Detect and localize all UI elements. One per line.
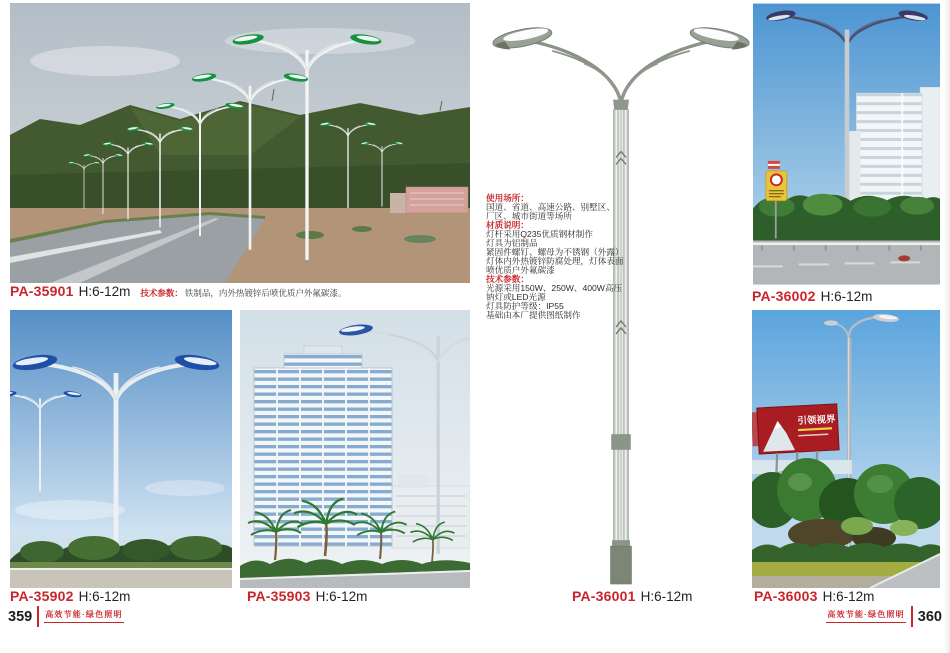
footer-left bbox=[8, 606, 124, 627]
page-number-left: 359 bbox=[8, 608, 33, 625]
spec-line: 紧固件螺钉、螺母为不锈钢（外露） bbox=[486, 247, 624, 257]
lamp-head-right bbox=[689, 24, 751, 53]
photo-pa-35901 bbox=[10, 3, 470, 283]
lamp-head-left bbox=[491, 24, 553, 53]
spec-line: 国道、省道、高速公路、别墅区、 bbox=[486, 202, 615, 212]
road bbox=[10, 568, 232, 588]
photo-pa-36002 bbox=[753, 3, 940, 285]
footer-slogan-left: 高效节能·绿色照明 bbox=[44, 610, 123, 623]
lamp-arms bbox=[524, 40, 717, 107]
spec-material-heading: 材质说明： bbox=[486, 220, 529, 230]
spec-line: 灯杆采用Q235优质钢材制作 bbox=[486, 229, 593, 239]
tech-note: 铁制品，内外热镀锌后喷优质户外氟碳漆。 bbox=[184, 288, 347, 298]
spec-line: 灯具防护等级：IP55 bbox=[486, 301, 564, 311]
product-code: PA-36001 bbox=[572, 588, 636, 604]
product-height: H:6-12m bbox=[822, 589, 875, 604]
product-code: PA-35902 bbox=[10, 588, 74, 604]
spec-line: 喷优质户外氟碳漆 bbox=[486, 265, 555, 275]
road bbox=[753, 240, 940, 284]
building-lamp-illustration bbox=[240, 310, 470, 588]
product-caption-pa-35903 bbox=[247, 588, 367, 604]
street-scene-mountain-illustration bbox=[10, 3, 470, 283]
product-code: PA-36003 bbox=[754, 588, 818, 604]
product-caption-pa-35901 bbox=[10, 283, 346, 299]
product-code: PA-35903 bbox=[247, 588, 311, 604]
billboard-text: 引领视界 bbox=[797, 413, 836, 427]
blue-sky-lamp-illustration bbox=[10, 310, 232, 588]
buildings bbox=[848, 87, 940, 210]
footer-right bbox=[826, 606, 942, 627]
footer-divider-line bbox=[911, 606, 913, 627]
footer-divider-line bbox=[37, 606, 39, 627]
spec-line: 光源采用150W、250W、400W高压 bbox=[486, 283, 623, 293]
product-height: H:6-12m bbox=[820, 289, 873, 304]
page-edge-shadow bbox=[944, 0, 950, 653]
product-code: PA-35901 bbox=[10, 283, 74, 299]
product-caption-pa-36003 bbox=[754, 588, 874, 604]
product-caption-pa-36002 bbox=[752, 288, 872, 304]
spec-line: 灯具为铝制品 bbox=[486, 238, 538, 248]
city-street-lamp-illustration bbox=[753, 3, 940, 285]
spec-usage-heading: 使用场所： bbox=[486, 193, 529, 203]
product-height: H:6-12m bbox=[640, 589, 693, 604]
spec-tech-heading: 技术参数： bbox=[486, 274, 529, 284]
spec-line: 基础由本厂提供图纸制作 bbox=[486, 310, 581, 320]
photo-pa-36003 bbox=[752, 310, 940, 588]
spec-block bbox=[486, 194, 646, 320]
product-caption-pa-35902 bbox=[10, 588, 130, 604]
footer-slogan-right: 高效节能·绿色照明 bbox=[826, 610, 905, 623]
billboard-greenery-lamp-illustration bbox=[752, 310, 940, 588]
spec-line: 厂区、城市街道等场所 bbox=[486, 211, 572, 221]
pole-base bbox=[611, 546, 632, 584]
page-number-right: 360 bbox=[917, 608, 942, 625]
pole-band bbox=[612, 435, 631, 450]
tech-note-label: 技术参数： bbox=[140, 288, 183, 298]
spec-line: 钠灯或LED光源 bbox=[486, 292, 546, 302]
photo-pa-35902 bbox=[10, 310, 232, 588]
product-height: H:6-12m bbox=[78, 589, 131, 604]
photo-pa-35903 bbox=[240, 310, 470, 588]
spec-line: 灯体内外热镀锌防腐处理，灯体表面 bbox=[486, 256, 624, 266]
product-height: H:6-12m bbox=[78, 284, 131, 299]
product-caption-pa-36001 bbox=[572, 588, 692, 604]
product-code: PA-36002 bbox=[752, 288, 816, 304]
product-height: H:6-12m bbox=[315, 589, 368, 604]
